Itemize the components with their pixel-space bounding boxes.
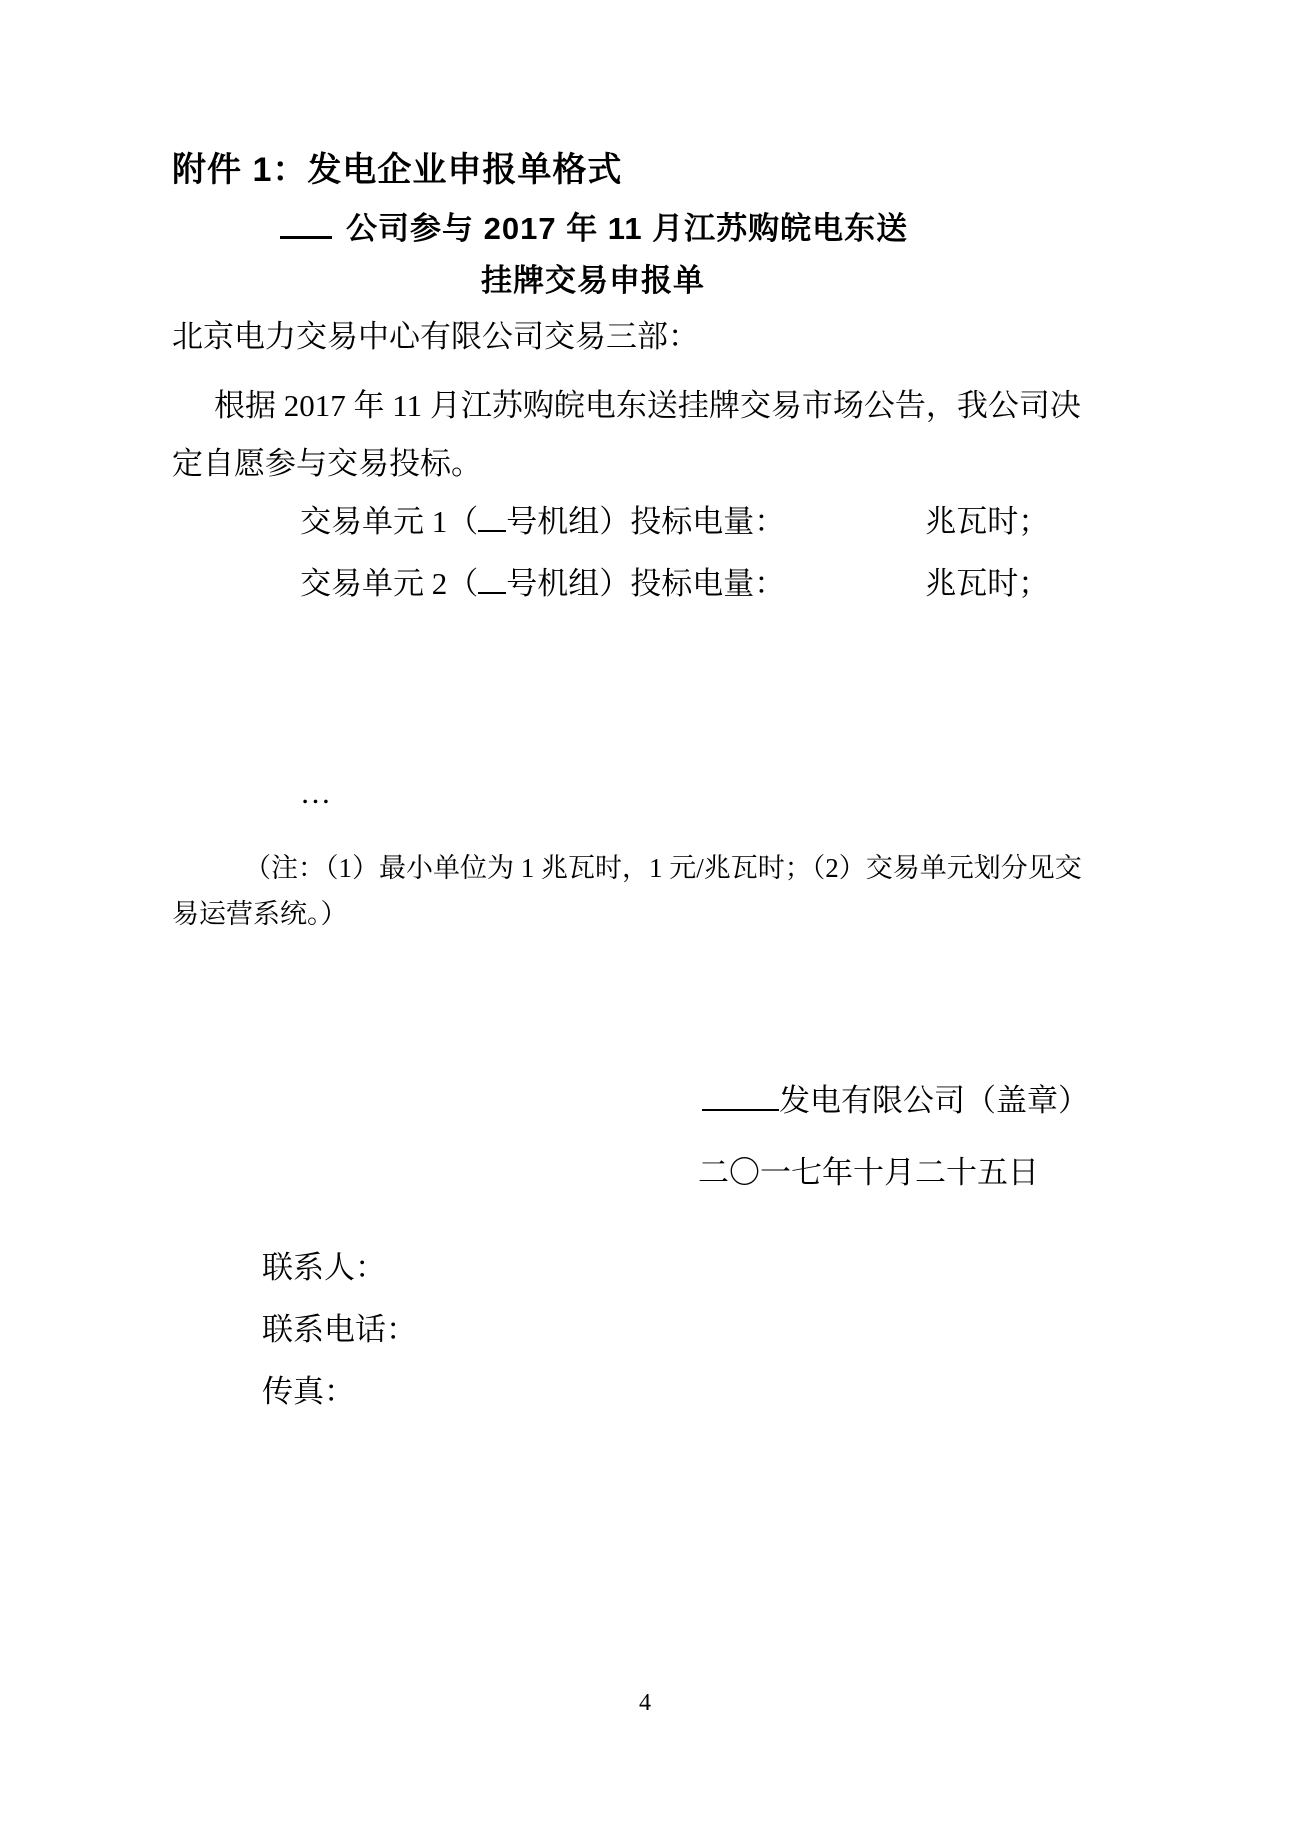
form-title-line1-text: 公司参与 2017 年 11 月江苏购皖电东送 bbox=[346, 211, 909, 246]
note bbox=[172, 845, 1134, 937]
note-line1: （注：（1）最小单位为 1 兆瓦时，1 元/兆瓦时；（2）交易单元划分见交 bbox=[244, 853, 1082, 883]
bid1-prefix: 交易单元 1（ bbox=[300, 504, 479, 539]
blank-unit2-number bbox=[478, 562, 506, 594]
signature-company-text: 发电有限公司（盖章） bbox=[779, 1083, 1089, 1118]
blank-unit1-number bbox=[478, 500, 506, 532]
blank-signature-company bbox=[702, 1079, 779, 1111]
signature-company-line bbox=[172, 1077, 1134, 1125]
bid1-unit: 兆瓦时； bbox=[925, 504, 1050, 539]
intro-paragraph-line2: 定自愿参与交易投标。 bbox=[172, 446, 482, 481]
document-content bbox=[172, 0, 1134, 1423]
contact-fax-label: 传真： bbox=[262, 1374, 355, 1409]
bid2-unit: 兆瓦时； bbox=[925, 566, 1050, 601]
bid-line-unit2 bbox=[172, 555, 1134, 613]
intro-paragraph bbox=[172, 377, 1134, 493]
contact-block bbox=[172, 1237, 1134, 1423]
form-title-line1 bbox=[172, 206, 1134, 251]
attachment-title: 附件 1：发电企业申报单格式 bbox=[172, 151, 623, 189]
form-title-line2: 挂牌交易申报单 bbox=[481, 263, 705, 298]
contact-person-label: 联系人： bbox=[262, 1250, 386, 1285]
note-line2: 易运营系统。） bbox=[172, 899, 348, 929]
blank-company-name bbox=[280, 206, 332, 239]
contact-phone-label: 联系电话： bbox=[262, 1312, 417, 1347]
bid-line-unit1 bbox=[172, 493, 1134, 551]
page-number: 4 bbox=[639, 1690, 651, 1716]
salutation: 北京电力交易中心有限公司交易三部： bbox=[172, 319, 699, 354]
ellipsis: … bbox=[300, 775, 331, 810]
signature-date: 二〇一七年十月二十五日 bbox=[698, 1155, 1039, 1190]
bid1-suffix: 号机组）投标电量： bbox=[506, 504, 786, 539]
bid2-prefix: 交易单元 2（ bbox=[300, 566, 479, 601]
intro-paragraph-line1: 根据 2017 年 11 月江苏购皖电东送挂牌交易市场公告，我公司决 bbox=[214, 388, 1081, 423]
bid2-suffix: 号机组）投标电量： bbox=[506, 566, 786, 601]
